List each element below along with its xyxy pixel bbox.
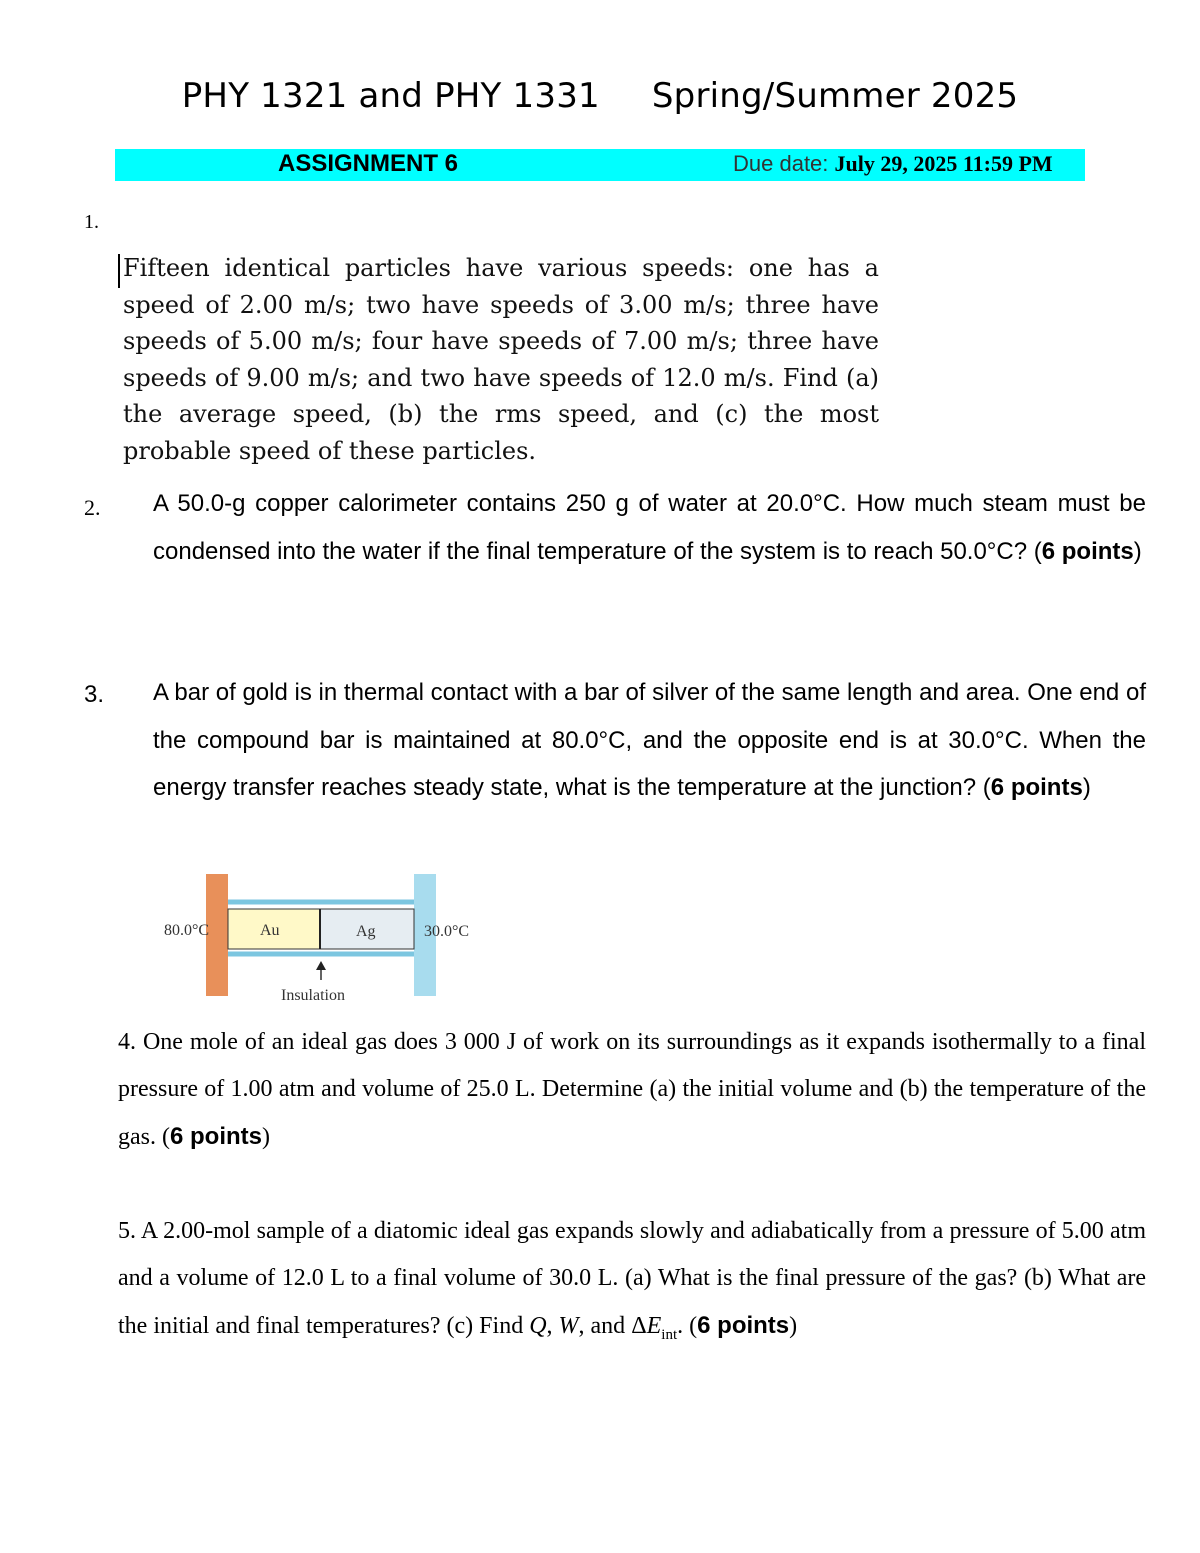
question-3-points: 6 points <box>990 774 1083 801</box>
hot-reservoir-wall <box>206 874 228 996</box>
question-2-close: ) <box>1133 537 1142 565</box>
question-2-number: 2. <box>84 495 101 520</box>
page-title <box>0 76 1200 116</box>
work-symbol: W <box>558 1313 579 1339</box>
question-4-number: 4. <box>118 1029 136 1055</box>
question-1-text: Fifteen identical particles have various speeds: one has a speed of 2.00 m/s; two have speeds of 3.00 m/s; three have speeds of 5.00 m/s; four have speeds of 7.00 m/s; three have speeds of 9.00 m/s; and two have speeds of 12.0 m/s. Find (a) the average speed, (b) the rms speed, and (c) the most probable speed of these particles. <box>123 254 879 465</box>
energy-subscript: int <box>661 1326 678 1343</box>
text-cursor <box>118 254 120 288</box>
question-3-body: A bar of gold is in thermal contact with a bar of silver of the same length and area. One end of the compound bar is maintained at 80.0°C, and the opposite end is at 30.0°C. When the energy transfer reaches steady state, what is the temperature at the junction? ( <box>153 679 1146 801</box>
left-temp-label: 80.0°C <box>164 922 210 939</box>
question-4-text <box>118 1019 1146 1161</box>
separator: , <box>546 1313 559 1339</box>
question-5-points: 6 points <box>697 1312 790 1339</box>
question-5-text <box>118 1208 1146 1359</box>
insulation-label: Insulation <box>281 987 345 1004</box>
ag-label: Ag <box>356 923 376 940</box>
term: Spring/Summer 2025 <box>651 76 1019 116</box>
delta-symbol: Δ <box>631 1313 647 1339</box>
right-temp-label: 30.0°C <box>424 923 470 940</box>
question-2-text <box>153 480 1146 575</box>
due-label: Due date: <box>733 151 829 176</box>
due-date <box>733 151 1053 177</box>
conjunction: and <box>584 1313 632 1339</box>
question-1-number: 1. <box>84 211 99 233</box>
question-5-number: 5. <box>118 1218 136 1244</box>
question-5-tail: . ( <box>677 1313 698 1339</box>
question-4-close: ) <box>262 1124 270 1150</box>
course-name: PHY 1321 and PHY 1331 <box>181 76 600 116</box>
question-3-number: 3. <box>84 681 105 708</box>
question-4-points: 6 points <box>169 1123 262 1150</box>
question-2-body: A 50.0-g copper calorimeter contains 250 g of water at 20.0°C. How much steam must be condensed into the water if the final temperature of the system is to reach 50.0°C? ( <box>153 490 1146 565</box>
question-3-text <box>153 669 1146 812</box>
assignment-label: ASSIGNMENT 6 <box>278 150 459 177</box>
question-2-points: 6 points <box>1041 537 1134 565</box>
due-value: July 29, 2025 11:59 PM <box>834 151 1053 176</box>
arrow-up-icon <box>316 961 326 970</box>
question-5-body: A 2.00-mol sample of a diatomic ideal gas expands slowly and adiabatically from a pressure of 5.00 atm and a volume of 12.0 L to a final volume of 30.0 L. (a) What is the final pressure of the gas? (b) What are the initial and final temperatures? (c) Find <box>118 1218 1146 1339</box>
question-3-close: ) <box>1082 774 1091 801</box>
energy-symbol: E <box>646 1313 662 1339</box>
question-4-body: One mole of an ideal gas does 3 000 J of work on its surroundings as it expands isothermally to a final pressure of 1.00 atm and volume of 25.0 L. Determine (a) the initial volume and (b) the temperature of the gas. ( <box>118 1029 1147 1150</box>
heat-symbol: Q <box>529 1313 547 1339</box>
separator: , <box>578 1313 585 1339</box>
gold-silver-bar-figure <box>160 870 490 1010</box>
au-label: Au <box>260 922 280 939</box>
question-5-close: ) <box>789 1313 798 1339</box>
